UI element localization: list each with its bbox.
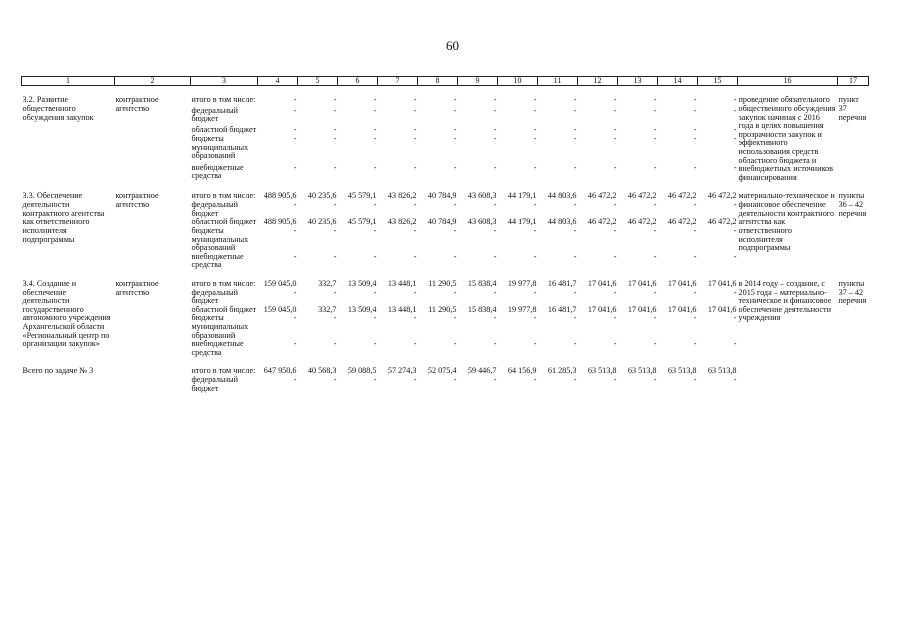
amount-cell: 13 509,4 [347, 278, 377, 288]
amount-cell: - [493, 313, 497, 323]
expected-result: проведение обязательного общественного обсуждения закупок начиная с 2016 года в целях повышения прозрачности закупок и эффективного использования средств областного бюджета и внебюджетных источников финансирования [738, 95, 836, 182]
amount-cell: - [693, 105, 697, 115]
table-row [22, 182, 869, 201]
amount-cell: - [693, 95, 697, 105]
amount-cell: - [493, 162, 497, 172]
column-number: 15 [698, 77, 738, 86]
amount-cell: - [573, 251, 577, 261]
amount-cell: - [333, 200, 337, 210]
amount-cell: - [413, 105, 417, 115]
amount-cell: - [533, 134, 537, 144]
amount-cell: - [373, 162, 377, 172]
amount-cell: - [293, 287, 297, 297]
amount-cell: - [493, 251, 497, 261]
expected-result: материально-техническое и финансовое обеспечение деятельности контрактного агентства как ответственного исполнителя подпрограммы [738, 191, 835, 253]
amount-cell: - [693, 162, 697, 172]
amount-cell: 57 274,3 [387, 366, 417, 376]
amount-cell: - [293, 251, 297, 261]
amount-cell: 64 156,9 [507, 366, 537, 376]
amount-cell: - [533, 95, 537, 105]
amount-cell: 647 950,6 [263, 366, 297, 376]
executor: контрактное агентство [115, 95, 159, 113]
column-number: 3 [191, 77, 258, 86]
funding-source-label: бюджеты муниципальных образований [191, 225, 249, 253]
amount-cell: - [533, 251, 537, 261]
amount-cell: - [733, 375, 737, 385]
column-number: 16 [738, 77, 838, 86]
amount-cell: 332,7 [318, 304, 337, 314]
measure-name: 3.4. Создание и обеспечение деятельности государственного автономного учреждения Архангельской области «Региональный центр по организации закупок» [22, 278, 111, 349]
table-body [22, 86, 869, 393]
column-number: 2 [115, 77, 191, 86]
amount-cell: - [533, 375, 537, 385]
amount-cell: 13 509,4 [347, 304, 377, 314]
column-number: 9 [458, 77, 498, 86]
amount-cell: - [453, 225, 457, 235]
column-number: 8 [418, 77, 458, 86]
amount-cell: 46 472,2 [707, 217, 737, 227]
column-number: 7 [378, 77, 418, 86]
funding-source-label: бюджеты муниципальных образований [191, 313, 249, 340]
amount-cell: 44 803,6 [547, 191, 577, 201]
amount-cell: - [293, 339, 297, 349]
amount-cell: - [413, 200, 417, 210]
amount-cell: - [613, 162, 617, 172]
amount-cell: - [453, 95, 457, 105]
amount-cell: - [573, 375, 577, 385]
amount-cell: - [573, 134, 577, 144]
amount-cell: 59 088,5 [347, 366, 377, 376]
amount-cell: 44 179,1 [507, 217, 537, 227]
amount-cell: - [493, 200, 497, 210]
amount-cell: - [613, 105, 617, 115]
amount-cell: 17 041,6 [707, 278, 737, 288]
amount-cell: - [573, 95, 577, 105]
column-number: 17 [838, 77, 869, 86]
funding-source-label: областной бюджет [191, 304, 257, 314]
amount-cell: - [293, 313, 297, 323]
amount-cell: 44 803,6 [547, 217, 577, 227]
amount-cell: - [613, 251, 617, 261]
amount-cell: 40 784,9 [427, 191, 457, 201]
amount-cell: - [293, 134, 297, 144]
column-number: 4 [258, 77, 298, 86]
amount-cell: 17 041,6 [667, 304, 697, 314]
table-row [22, 270, 869, 289]
column-number: 13 [618, 77, 658, 86]
funding-source-label: итого в том числе: [191, 95, 256, 105]
amount-cell: 17 041,6 [667, 278, 697, 288]
amount-cell: 43 608,3 [467, 191, 497, 201]
amount-cell: 15 838,4 [467, 278, 497, 288]
amount-cell: - [613, 313, 617, 323]
measure-name: 3.2. Развитие общественного обсуждения закупок [22, 95, 94, 122]
column-number: 1 [22, 77, 115, 86]
amount-cell: 45 579,1 [347, 217, 377, 227]
amount-cell: 63 513,8 [667, 366, 697, 376]
amount-cell: - [453, 105, 457, 115]
expected-result: в 2014 году – создание, с 2015 года – материально-техническое и финансовое обеспечение деятельности учреждения [738, 278, 832, 323]
amount-cell: - [293, 95, 297, 105]
amount-cell: - [693, 251, 697, 261]
amount-cell: - [493, 105, 497, 115]
amount-cell: - [293, 200, 297, 210]
amount-cell: - [373, 95, 377, 105]
amount-cell: - [733, 251, 737, 261]
list-reference: пункт 37 перечня [838, 95, 867, 122]
amount-cell: - [373, 287, 377, 297]
amount-cell: - [373, 200, 377, 210]
amount-cell: 43 826,2 [387, 217, 417, 227]
column-number: 14 [658, 77, 698, 86]
amount-cell: - [733, 287, 737, 297]
amount-cell: - [453, 124, 457, 134]
amount-cell: - [653, 375, 657, 385]
amount-cell: 43 608,3 [467, 217, 497, 227]
amount-cell: - [613, 225, 617, 235]
list-reference: пункты 36 – 42 перечня [838, 191, 867, 218]
amount-cell: - [653, 200, 657, 210]
column-number: 6 [338, 77, 378, 86]
amount-cell: 46 472,2 [627, 217, 657, 227]
amount-cell: - [493, 287, 497, 297]
amount-cell: 11 290,5 [428, 304, 457, 314]
amount-cell: - [333, 162, 337, 172]
amount-cell: - [453, 251, 457, 261]
table-row [22, 86, 869, 107]
amount-cell: - [613, 339, 617, 349]
amount-cell: - [333, 95, 337, 105]
amount-cell: 45 579,1 [347, 191, 377, 201]
amount-cell: 46 472,2 [627, 191, 657, 201]
amount-cell: 15 838,4 [467, 304, 497, 314]
column-number: 11 [538, 77, 578, 86]
amount-cell: 17 041,6 [587, 278, 617, 288]
amount-cell: 11 290,5 [428, 278, 457, 288]
amount-cell: - [533, 339, 537, 349]
amount-cell: 19 977,8 [507, 304, 537, 314]
amount-cell: - [653, 105, 657, 115]
amount-cell: - [333, 313, 337, 323]
budget-table [21, 76, 869, 393]
column-number: 10 [498, 77, 538, 86]
amount-cell: - [493, 95, 497, 105]
executor: контрактное агентство [115, 278, 159, 297]
measure-name: 3.3. Обеспечение деятельности контрактного агентства как ответственного исполнителя подпрограммы [22, 191, 105, 244]
amount-cell: - [293, 124, 297, 134]
amount-cell: 13 448,1 [387, 278, 417, 288]
amount-cell: - [333, 134, 337, 144]
amount-cell: 46 472,2 [667, 191, 697, 201]
amount-cell: 159 045,0 [263, 278, 297, 288]
amount-cell: - [613, 200, 617, 210]
amount-cell: - [533, 200, 537, 210]
amount-cell: 52 075,4 [427, 366, 457, 376]
amount-cell: - [453, 162, 457, 172]
amount-cell: - [733, 124, 737, 134]
amount-cell: - [293, 105, 297, 115]
funding-source-label: областной бюджет [191, 217, 257, 227]
amount-cell: - [293, 225, 297, 235]
amount-cell: - [453, 375, 457, 385]
amount-cell: - [613, 375, 617, 385]
amount-cell: - [653, 339, 657, 349]
executor: контрактное агентство [115, 191, 159, 210]
executor [115, 357, 191, 393]
amount-cell: - [533, 124, 537, 134]
amount-cell: 17 041,6 [627, 304, 657, 314]
amount-cell: - [333, 105, 337, 115]
amount-cell: - [373, 251, 377, 261]
funding-source-label: областной бюджет [191, 124, 257, 134]
amount-cell: - [733, 105, 737, 115]
amount-cell: - [333, 251, 337, 261]
funding-source-label: итого в том числе: [191, 191, 256, 201]
amount-cell: - [413, 251, 417, 261]
amount-cell: - [533, 162, 537, 172]
funding-source-label: итого в том числе: [191, 366, 256, 376]
amount-cell: - [413, 225, 417, 235]
amount-cell: - [493, 339, 497, 349]
amount-cell: - [733, 339, 737, 349]
amount-cell: - [693, 287, 697, 297]
amount-cell: - [413, 134, 417, 144]
amount-cell: - [293, 162, 297, 172]
amount-cell: - [333, 339, 337, 349]
amount-cell: - [453, 287, 457, 297]
amount-cell: - [373, 105, 377, 115]
amount-cell: - [533, 225, 537, 235]
amount-cell: - [573, 339, 577, 349]
amount-cell: 46 472,2 [587, 191, 617, 201]
amount-cell: - [413, 339, 417, 349]
measure-name: Всего по задаче № 3 [22, 366, 94, 376]
amount-cell: 40 235,6 [307, 191, 337, 201]
amount-cell: - [413, 313, 417, 323]
amount-cell: - [573, 200, 577, 210]
amount-cell: 13 448,1 [387, 304, 417, 314]
amount-cell: - [533, 313, 537, 323]
funding-source-label: федеральный бюджет [191, 200, 239, 218]
amount-cell: - [613, 134, 617, 144]
funding-source-label: бюджеты муниципальных образований [191, 134, 249, 161]
amount-cell: - [413, 162, 417, 172]
amount-cell: 488 905,6 [263, 191, 297, 201]
amount-cell: - [733, 162, 737, 172]
amount-cell: - [453, 134, 457, 144]
amount-cell: 40 568,3 [307, 366, 337, 376]
amount-cell: 40 784,9 [427, 217, 457, 227]
amount-cell: - [373, 124, 377, 134]
amount-cell: 59 446,7 [467, 366, 497, 376]
amount-cell: - [693, 339, 697, 349]
amount-cell: - [733, 95, 737, 105]
amount-cell: 40 235,6 [307, 217, 337, 227]
amount-cell: - [413, 375, 417, 385]
amount-cell: - [653, 95, 657, 105]
amount-cell: - [693, 313, 697, 323]
column-number-header [22, 77, 869, 86]
amount-cell: - [573, 313, 577, 323]
amount-cell: 19 977,8 [507, 278, 537, 288]
amount-cell: 61 285,3 [547, 366, 577, 376]
amount-cell: 46 472,2 [587, 217, 617, 227]
amount-cell: - [333, 225, 337, 235]
amount-cell: - [493, 375, 497, 385]
amount-cell: 63 513,8 [627, 366, 657, 376]
amount-cell: - [413, 95, 417, 105]
column-number: 5 [298, 77, 338, 86]
amount-cell: - [373, 375, 377, 385]
amount-cell: - [653, 225, 657, 235]
amount-cell: 17 041,6 [587, 304, 617, 314]
amount-cell: - [613, 124, 617, 134]
funding-source-label: внебюджетные средства [191, 339, 244, 357]
amount-cell: 16 481,7 [547, 304, 577, 314]
amount-cell: - [493, 225, 497, 235]
amount-cell: - [733, 134, 737, 144]
amount-cell: - [373, 339, 377, 349]
amount-cell: - [533, 105, 537, 115]
amount-cell: 17 041,6 [707, 304, 737, 314]
amount-cell: - [733, 313, 737, 323]
amount-cell: - [413, 287, 417, 297]
amount-cell: - [453, 200, 457, 210]
amount-cell: - [493, 134, 497, 144]
amount-cell: 17 041,6 [627, 278, 657, 288]
funding-source-label: внебюджетные средства [191, 251, 244, 270]
amount-cell: 332,7 [318, 278, 337, 288]
amount-cell: - [373, 225, 377, 235]
amount-cell: - [373, 134, 377, 144]
amount-cell: - [693, 375, 697, 385]
amount-cell: - [693, 225, 697, 235]
amount-cell: - [613, 287, 617, 297]
funding-source-label: федеральный бюджет [191, 105, 239, 124]
amount-cell: 43 826,2 [387, 191, 417, 201]
table-row [22, 357, 869, 376]
funding-source-label: федеральный бюджет [191, 287, 239, 306]
amount-cell: - [693, 200, 697, 210]
amount-cell: - [573, 124, 577, 134]
column-number: 12 [578, 77, 618, 86]
amount-cell: - [533, 287, 537, 297]
amount-cell: 488 905,6 [263, 217, 297, 227]
funding-source-label: федеральный бюджет [191, 375, 239, 393]
amount-cell: - [453, 313, 457, 323]
amount-cell: 63 513,8 [587, 366, 617, 376]
amount-cell: 63 513,8 [707, 366, 737, 376]
amount-cell: 159 045,0 [263, 304, 297, 314]
amount-cell: - [653, 134, 657, 144]
amount-cell: - [653, 162, 657, 172]
funding-source-label: итого в том числе: [191, 278, 256, 288]
amount-cell: - [573, 287, 577, 297]
amount-cell: - [453, 339, 457, 349]
amount-cell: - [573, 105, 577, 115]
amount-cell: - [613, 95, 617, 105]
amount-cell: 46 472,2 [707, 191, 737, 201]
page-number: 60 [446, 38, 459, 53]
amount-cell: - [693, 124, 697, 134]
list-reference: пункты 37 – 42 перечня [838, 278, 867, 306]
amount-cell: - [653, 287, 657, 297]
amount-cell: 44 179,1 [507, 191, 537, 201]
amount-cell: - [293, 375, 297, 385]
amount-cell: - [413, 124, 417, 134]
amount-cell: - [573, 225, 577, 235]
amount-cell: - [653, 124, 657, 134]
amount-cell: - [333, 124, 337, 134]
amount-cell: - [733, 225, 737, 235]
amount-cell: - [573, 162, 577, 172]
amount-cell: - [373, 313, 377, 323]
amount-cell: - [733, 200, 737, 210]
amount-cell: - [653, 251, 657, 261]
amount-cell: - [333, 287, 337, 297]
amount-cell: 46 472,2 [667, 217, 697, 227]
amount-cell: 16 481,7 [547, 278, 577, 288]
list-reference [838, 357, 869, 393]
amount-cell: - [333, 375, 337, 385]
amount-cell: - [693, 134, 697, 144]
expected-result [738, 357, 838, 393]
amount-cell: - [493, 124, 497, 134]
amount-cell: - [653, 313, 657, 323]
funding-source-label: внебюджетные средства [191, 162, 244, 181]
